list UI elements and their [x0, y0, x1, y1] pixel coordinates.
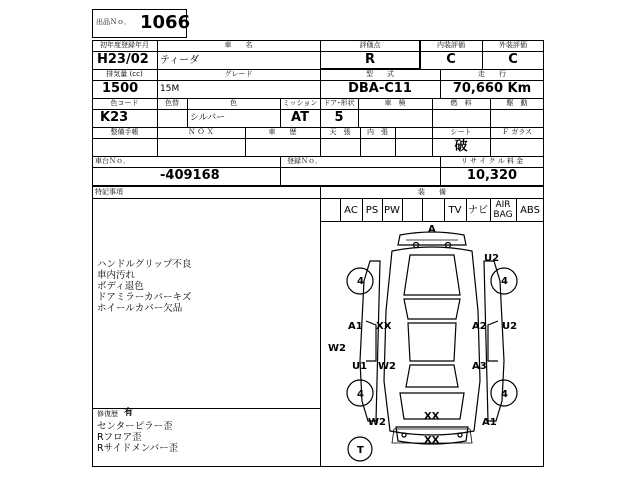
doors-label: ドア･形状	[323, 99, 355, 107]
displacement-label: 排気量 (cc)	[106, 70, 143, 78]
registration-number-label: 登録Ｎｏ．	[287, 157, 322, 165]
headliner-label: 天 張	[329, 128, 351, 136]
repair-history-value: 有	[124, 408, 134, 418]
mark-w2-mid: W2	[378, 361, 396, 372]
mark-a2: A2	[472, 321, 487, 332]
interior-grade-value: C	[446, 52, 456, 67]
mark-a1-bottom: A1	[482, 417, 497, 428]
seat-value: 破	[454, 139, 468, 154]
vehicle-history-label: 車 歴	[268, 128, 297, 136]
repair-line: Rサイドメンバー歪	[97, 443, 179, 454]
mark-tire-rl: 4	[357, 389, 364, 400]
color-change-label: 色替	[165, 99, 179, 107]
repair-line: Rフロア歪	[97, 432, 142, 443]
equipment-heading: 装 備	[418, 188, 446, 196]
doors-value: 5	[334, 110, 344, 125]
equipment-airbag-line2: BAG	[493, 210, 513, 220]
chassis-number-label: 車台Ｎｏ．	[95, 157, 130, 165]
score-value: R	[364, 52, 375, 67]
mark-xx-left: XX	[376, 321, 392, 332]
mileage-value: 70,660 Km	[452, 81, 532, 96]
mark-w2-bottom: W2	[368, 417, 386, 428]
remark-line: ドアミラーカバーキズ	[97, 292, 192, 303]
recycle-fee-label: リ サ イ ク ル 料 金	[460, 157, 524, 165]
model-code-label: 型 式	[366, 70, 394, 78]
seat-label: シート	[450, 128, 472, 136]
mark-w2-left: W2	[328, 343, 346, 354]
mark-xx-trunk: XX	[424, 411, 440, 422]
recycle-fee-value: 10,320	[466, 168, 518, 183]
mark-a1-left: A1	[348, 321, 363, 332]
repair-line: センターピラー歪	[97, 421, 173, 432]
color-label: 色	[230, 99, 237, 107]
first-registration-label: 初年度登録年月	[100, 41, 149, 49]
color-code-label: 色コード	[110, 99, 139, 107]
mark-xx-bumper: XX	[424, 435, 440, 446]
equipment-ac: AC	[344, 205, 358, 216]
mark-tire-fr: 4	[501, 276, 508, 287]
interior-trim-label: 内 張	[367, 128, 388, 136]
model-code-value: DBA-C11	[348, 81, 412, 96]
grade-value: 15M	[160, 84, 180, 94]
equipment-tv: TV	[448, 205, 462, 216]
mileage-label: 走 行	[478, 70, 506, 78]
equipment-airbag-line1: AIR	[495, 200, 511, 210]
mark-tire-fl: 4	[357, 276, 364, 287]
repair-history-label: 修復歴	[97, 410, 118, 418]
remark-line: ボディ退色	[97, 281, 144, 292]
lot-number-label: 出品Ｎｏ．	[96, 18, 131, 26]
equipment-navi: ナビ	[468, 205, 488, 216]
remark-line: ホイールカバー欠品	[97, 303, 183, 314]
car-name-label: 車 名	[224, 41, 253, 49]
score-label: 評価点	[359, 41, 381, 49]
mark-a3: A3	[472, 361, 487, 372]
transmission-label: ミッション	[282, 99, 318, 107]
equipment-pw: PW	[384, 205, 400, 216]
first-registration-value: H23/02	[97, 52, 149, 67]
color-value: シルバー	[190, 113, 226, 123]
car-damage-diagram	[320, 221, 544, 467]
transmission-value: AT	[291, 110, 309, 125]
service-book-label: 整備手帳	[110, 128, 139, 136]
remarks-heading: 特記事項	[95, 188, 123, 196]
lot-number-value: 1066	[140, 12, 191, 33]
interior-grade-label: 内装評価	[437, 41, 465, 49]
remark-line: 車内汚れ	[97, 270, 136, 281]
exterior-grade-label: 外装評価	[499, 41, 527, 49]
mark-u1: U1	[352, 361, 368, 372]
windshield-label: Ｆ ガラス	[501, 128, 532, 136]
drive-label: 駆 動	[506, 99, 528, 107]
mark-front: A	[428, 224, 436, 235]
chassis-number-value: -409168	[160, 168, 220, 183]
displacement-value: 1500	[102, 81, 139, 96]
exterior-grade-value: C	[508, 52, 518, 67]
equipment-abs: ABS	[520, 205, 540, 216]
mark-tire-rr: 4	[501, 389, 508, 400]
mark-spare: T	[357, 445, 364, 456]
hood-outline	[404, 255, 460, 295]
mark-u2-top: U2	[484, 253, 500, 264]
grade-label: グレード	[224, 70, 253, 78]
inspection-label: 車 検	[384, 99, 406, 107]
equipment-ps: PS	[365, 205, 379, 216]
nox-label: Ｎ Ｏ Ｘ	[188, 128, 214, 136]
remark-line: ハンドルグリップ不良	[97, 259, 192, 270]
mark-u2-right: U2	[502, 321, 518, 332]
car-body-outline	[384, 247, 480, 435]
color-code-value: K23	[100, 110, 129, 125]
car-name-value: ティーダ	[160, 55, 200, 66]
fuel-label: 燃 料	[450, 99, 472, 107]
